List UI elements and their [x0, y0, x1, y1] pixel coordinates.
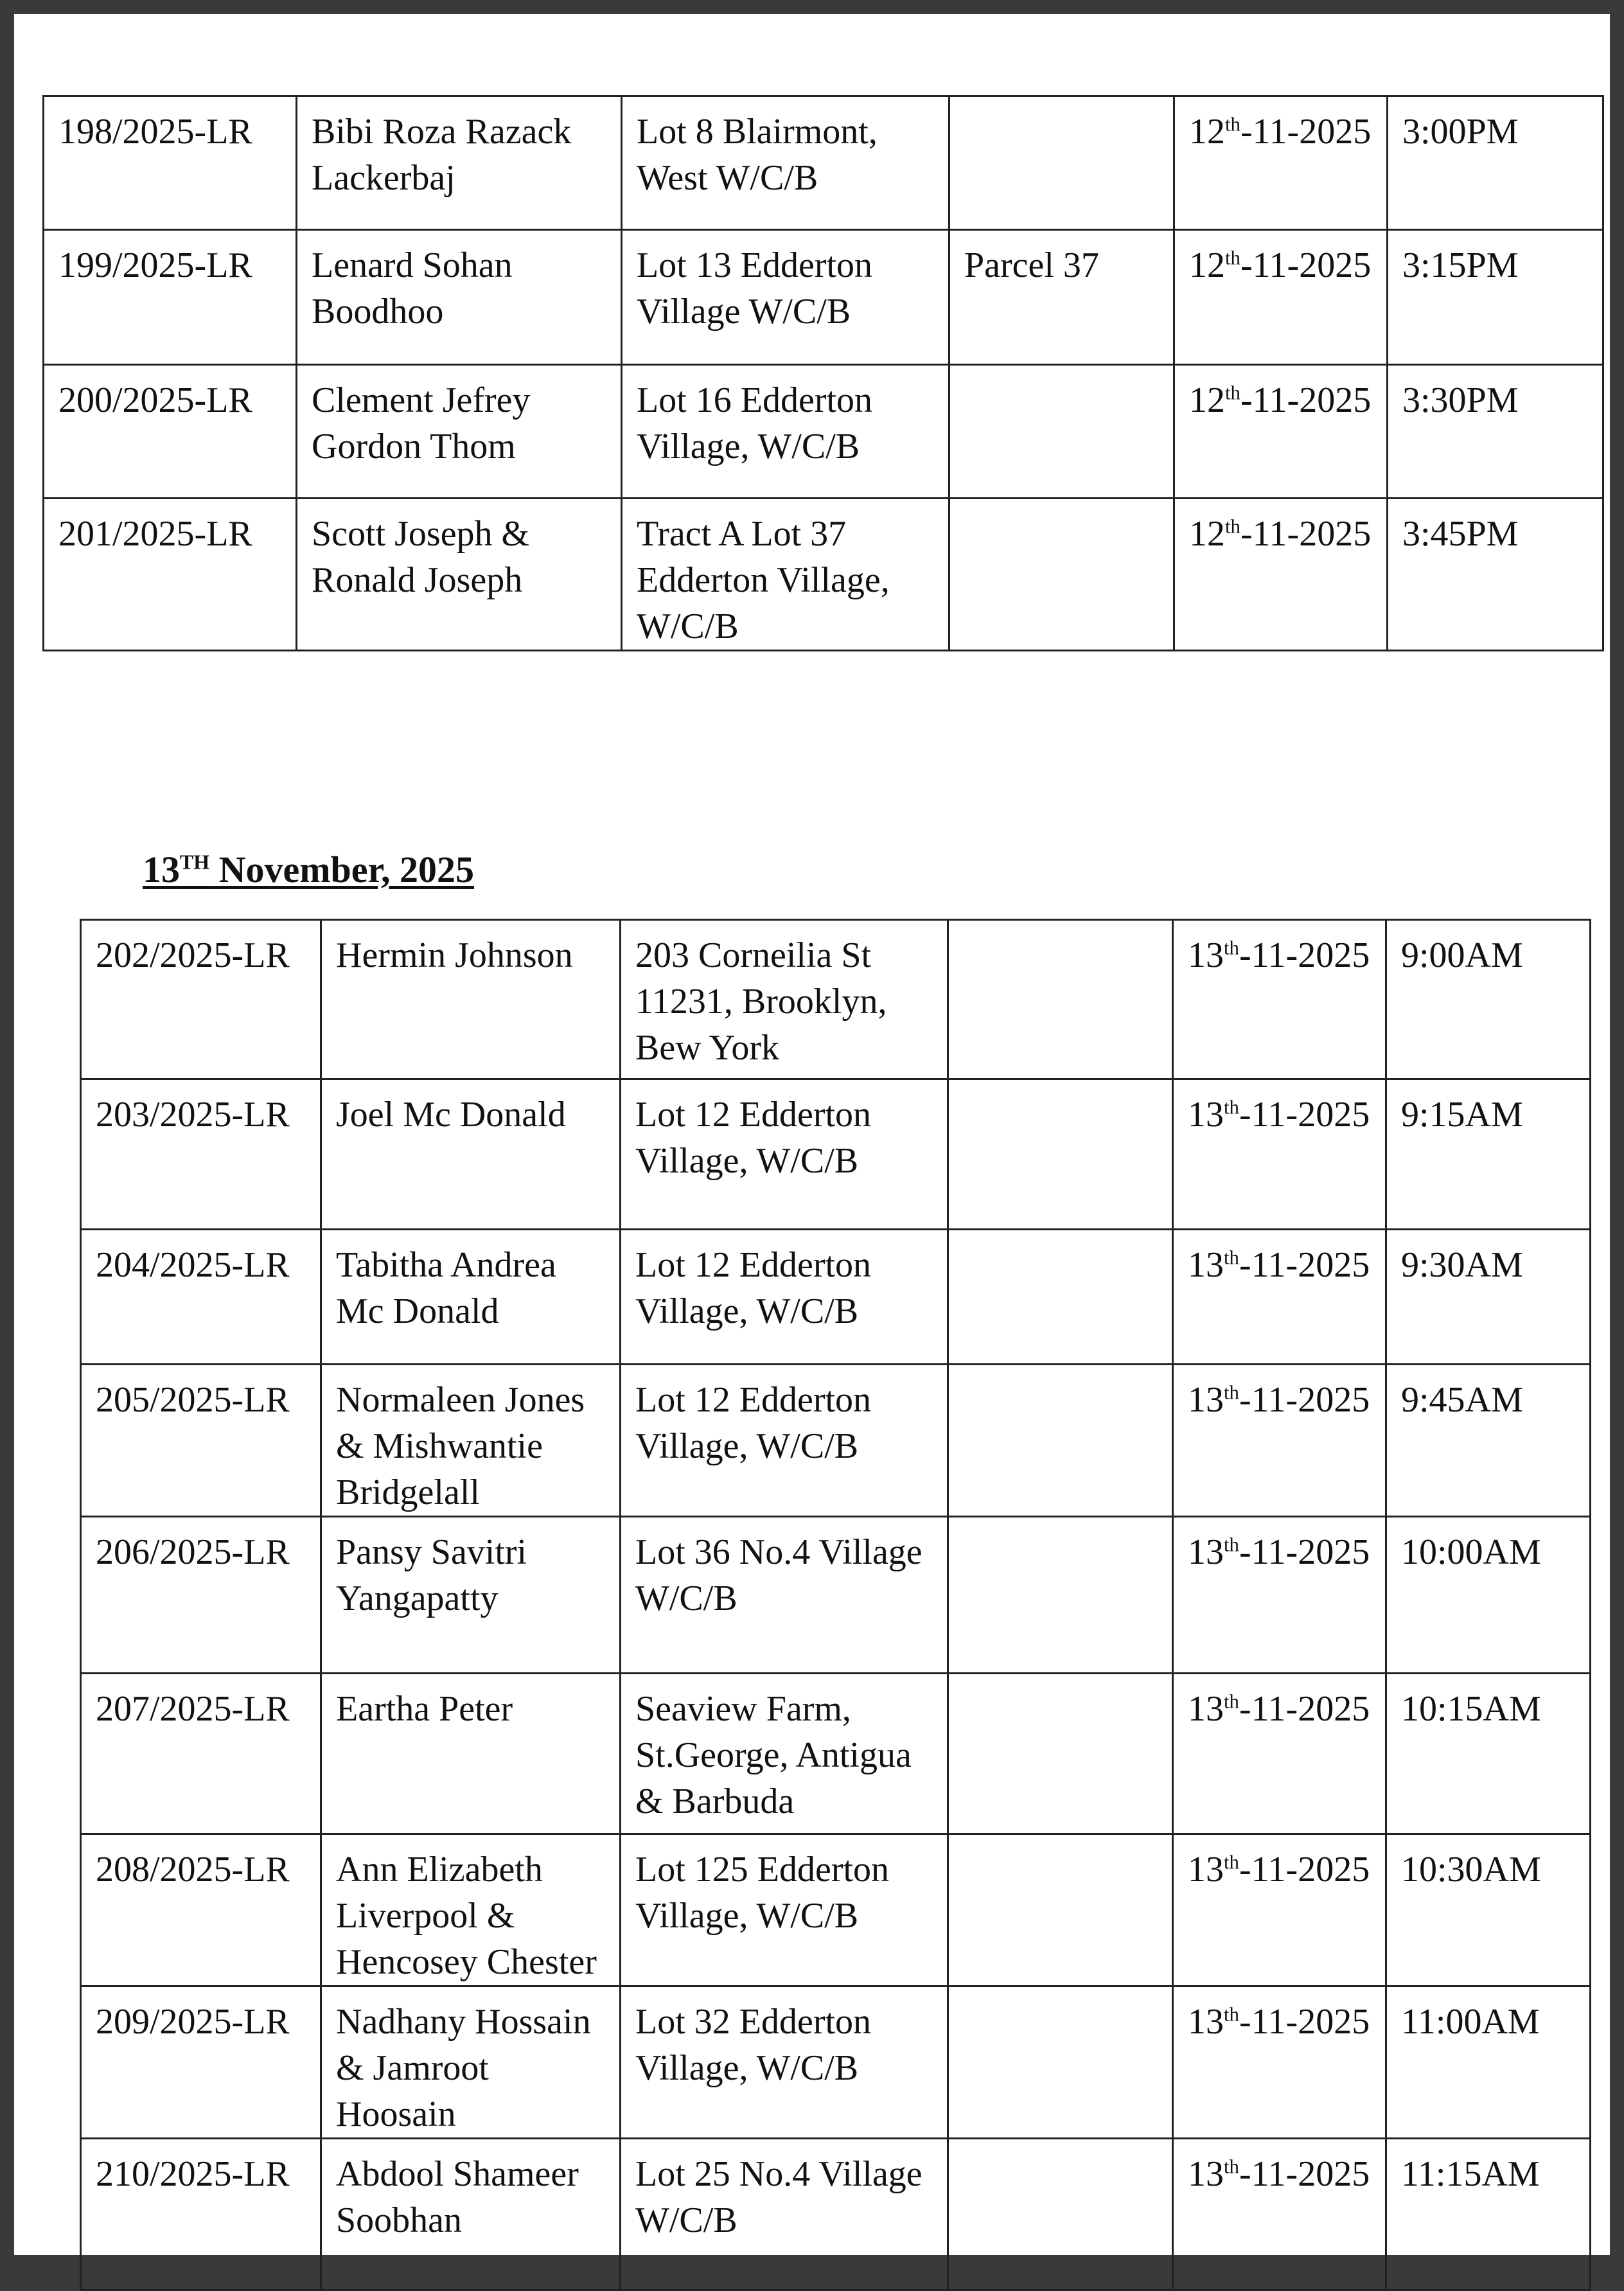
hearing-date-cell: [1173, 2139, 1386, 2290]
table-row: [81, 1230, 1591, 1365]
date-day-suffix: th: [1224, 1246, 1239, 1269]
parcel-cell: [948, 2139, 1173, 2290]
parcel-cell: [948, 920, 1173, 1079]
date-day: 13: [1188, 1245, 1224, 1285]
reference-number-cell: 205/2025-LR: [81, 1365, 321, 1517]
applicant-name-cell: Scott Joseph & Ronald Joseph: [297, 499, 622, 651]
applicant-name-cell: Eartha Peter: [321, 1674, 621, 1834]
hearing-date-cell: [1174, 96, 1388, 230]
date-day-suffix: th: [1224, 1381, 1239, 1404]
table-row: [81, 1079, 1591, 1230]
parcel-cell: [949, 499, 1174, 651]
schedule-table-12-november: [42, 95, 1604, 651]
applicant-name-cell: Normaleen Jones & Mishwantie Bridgelall: [321, 1365, 621, 1517]
parcel-cell: [949, 96, 1174, 230]
property-address-cell: Tract A Lot 37 Edderton Village, W/C/B: [622, 499, 949, 651]
date-day: 12: [1189, 380, 1225, 420]
date-day: 13: [1188, 935, 1224, 975]
table-row: [81, 1986, 1591, 2139]
hearing-time-cell: 9:30AM: [1386, 1230, 1591, 1365]
applicant-name-cell: Bibi Roza Razack Lackerbaj: [297, 96, 622, 230]
hearing-date-cell: [1173, 1986, 1386, 2139]
date-month-year: -11-2025: [1240, 380, 1372, 420]
schedule-table-13-november: [80, 919, 1591, 2291]
property-address-cell: Lot 12 Edderton Village, W/C/B: [621, 1079, 948, 1230]
hearing-time-cell: 9:15AM: [1386, 1079, 1591, 1230]
date-month-year: -11-2025: [1239, 1380, 1370, 1420]
hearing-time-cell: 11:00AM: [1386, 1986, 1591, 2139]
hearing-time-cell: 3:15PM: [1388, 230, 1603, 365]
property-address-cell: Lot 16 Edderton Village, W/C/B: [622, 365, 949, 499]
hearing-time-cell: 10:15AM: [1386, 1674, 1591, 1834]
date-month-year: -11-2025: [1239, 1095, 1370, 1135]
hearing-time-cell: 10:00AM: [1386, 1517, 1591, 1674]
table-row: [44, 365, 1603, 499]
date-day: 12: [1189, 514, 1225, 554]
applicant-name-cell: Pansy Savitri Yangapatty: [321, 1517, 621, 1674]
date-day: 13: [1188, 1095, 1224, 1135]
date-month-year: -11-2025: [1239, 2002, 1370, 2042]
reference-number-cell: 210/2025-LR: [81, 2139, 321, 2290]
table-row: [81, 1365, 1591, 1517]
hearing-date-cell: [1173, 1230, 1386, 1365]
reference-number-cell: 203/2025-LR: [81, 1079, 321, 1230]
date-day: 13: [1188, 2002, 1224, 2042]
parcel-cell: [948, 1517, 1173, 1674]
section-heading-13-november: [143, 848, 474, 891]
applicant-name-cell: Tabitha Andrea Mc Donald: [321, 1230, 621, 1365]
table-row: [81, 920, 1591, 1079]
hearing-time-cell: 10:30AM: [1386, 1834, 1591, 1986]
property-address-cell: Lot 12 Edderton Village, W/C/B: [621, 1365, 948, 1517]
date-day-suffix: th: [1225, 515, 1240, 538]
property-address-cell: Lot 25 No.4 Village W/C/B: [621, 2139, 948, 2290]
date-day-suffix: th: [1224, 1096, 1239, 1119]
applicant-name-cell: Nadhany Hossain & Jamroot Hoosain: [321, 1986, 621, 2139]
date-day: 13: [1188, 1380, 1224, 1420]
property-address-cell: Lot 12 Edderton Village, W/C/B: [621, 1230, 948, 1365]
table-row: [81, 1517, 1591, 1674]
hearing-date-cell: [1173, 1674, 1386, 1834]
hearing-time-cell: 3:30PM: [1388, 365, 1603, 499]
reference-number-cell: 204/2025-LR: [81, 1230, 321, 1365]
date-month-year: -11-2025: [1240, 514, 1372, 554]
document-page: [14, 14, 1610, 2255]
date-day: 13: [1188, 1689, 1224, 1729]
applicant-name-cell: Lenard Sohan Boodhoo: [297, 230, 622, 365]
applicant-name-cell: Abdool Shameer Soobhan: [321, 2139, 621, 2290]
date-day: 13: [1188, 1532, 1224, 1572]
property-address-cell: Lot 125 Edderton Village, W/C/B: [621, 1834, 948, 1986]
reference-number-cell: 199/2025-LR: [44, 230, 297, 365]
reference-number-cell: 201/2025-LR: [44, 499, 297, 651]
date-month-year: -11-2025: [1239, 1532, 1370, 1572]
date-month-year: -11-2025: [1239, 1850, 1370, 1889]
applicant-name-cell: Ann Elizabeth Liverpool & Hencosey Chester: [321, 1834, 621, 1986]
hearing-time-cell: 3:00PM: [1388, 96, 1603, 230]
date-day-suffix: th: [1225, 113, 1240, 136]
table-row: [44, 230, 1603, 365]
reference-number-cell: 209/2025-LR: [81, 1986, 321, 2139]
date-day: 13: [1188, 2154, 1224, 2194]
date-month-year: -11-2025: [1239, 935, 1370, 975]
date-day-suffix: th: [1224, 937, 1239, 959]
parcel-cell: Parcel 37: [949, 230, 1174, 365]
applicant-name-cell: Joel Mc Donald: [321, 1079, 621, 1230]
applicant-name-cell: Hermin Johnson: [321, 920, 621, 1079]
table-row: [81, 1674, 1591, 1834]
date-day-suffix: th: [1224, 2003, 1239, 2026]
date-month-year: -11-2025: [1240, 245, 1372, 285]
date-month-year: -11-2025: [1239, 1689, 1370, 1729]
reference-number-cell: 208/2025-LR: [81, 1834, 321, 1986]
hearing-time-cell: 11:15AM: [1386, 2139, 1591, 2290]
date-day: 13: [1188, 1850, 1224, 1889]
date-day-suffix: th: [1224, 1534, 1239, 1556]
property-address-cell: Lot 32 Edderton Village, W/C/B: [621, 1986, 948, 2139]
date-day: 12: [1189, 112, 1225, 152]
date-day-suffix: th: [1224, 1851, 1239, 1873]
property-address-cell: Lot 8 Blairmont, West W/C/B: [622, 96, 949, 230]
date-day: 12: [1189, 245, 1225, 285]
heading-day: 13: [143, 849, 180, 890]
hearing-time-cell: 9:45AM: [1386, 1365, 1591, 1517]
table-row: [81, 1834, 1591, 1986]
hearing-date-cell: [1173, 1834, 1386, 1986]
table-row: [44, 96, 1603, 230]
reference-number-cell: 202/2025-LR: [81, 920, 321, 1079]
property-address-cell: 203 Corneilia St 11231, Brooklyn, Bew York: [621, 920, 948, 1079]
hearing-time-cell: 9:00AM: [1386, 920, 1591, 1079]
table-row: [81, 2139, 1591, 2290]
date-day-suffix: th: [1224, 2155, 1239, 2178]
reference-number-cell: 198/2025-LR: [44, 96, 297, 230]
parcel-cell: [948, 1365, 1173, 1517]
property-address-cell: Seaview Farm, St.George, Antigua & Barbuda: [621, 1674, 948, 1834]
hearing-date-cell: [1173, 920, 1386, 1079]
heading-month-year: November, 2025: [209, 849, 474, 890]
reference-number-cell: 200/2025-LR: [44, 365, 297, 499]
date-month-year: -11-2025: [1240, 112, 1372, 152]
heading-day-suffix: TH: [180, 851, 210, 874]
parcel-cell: [948, 1230, 1173, 1365]
parcel-cell: [948, 1834, 1173, 1986]
date-day-suffix: th: [1225, 247, 1240, 269]
hearing-date-cell: [1174, 499, 1388, 651]
parcel-cell: [948, 1986, 1173, 2139]
hearing-date-cell: [1174, 365, 1388, 499]
reference-number-cell: 207/2025-LR: [81, 1674, 321, 1834]
property-address-cell: Lot 13 Edderton Village W/C/B: [622, 230, 949, 365]
date-day-suffix: th: [1225, 382, 1240, 404]
parcel-cell: [949, 365, 1174, 499]
hearing-date-cell: [1173, 1079, 1386, 1230]
table-row: [44, 499, 1603, 651]
date-day-suffix: th: [1224, 1690, 1239, 1713]
applicant-name-cell: Clement Jefrey Gordon Thom: [297, 365, 622, 499]
date-month-year: -11-2025: [1239, 1245, 1370, 1285]
date-month-year: -11-2025: [1239, 2154, 1370, 2194]
hearing-date-cell: [1174, 230, 1388, 365]
parcel-cell: [948, 1674, 1173, 1834]
hearing-time-cell: 3:45PM: [1388, 499, 1603, 651]
hearing-date-cell: [1173, 1517, 1386, 1674]
hearing-date-cell: [1173, 1365, 1386, 1517]
property-address-cell: Lot 36 No.4 Village W/C/B: [621, 1517, 948, 1674]
parcel-cell: [948, 1079, 1173, 1230]
reference-number-cell: 206/2025-LR: [81, 1517, 321, 1674]
